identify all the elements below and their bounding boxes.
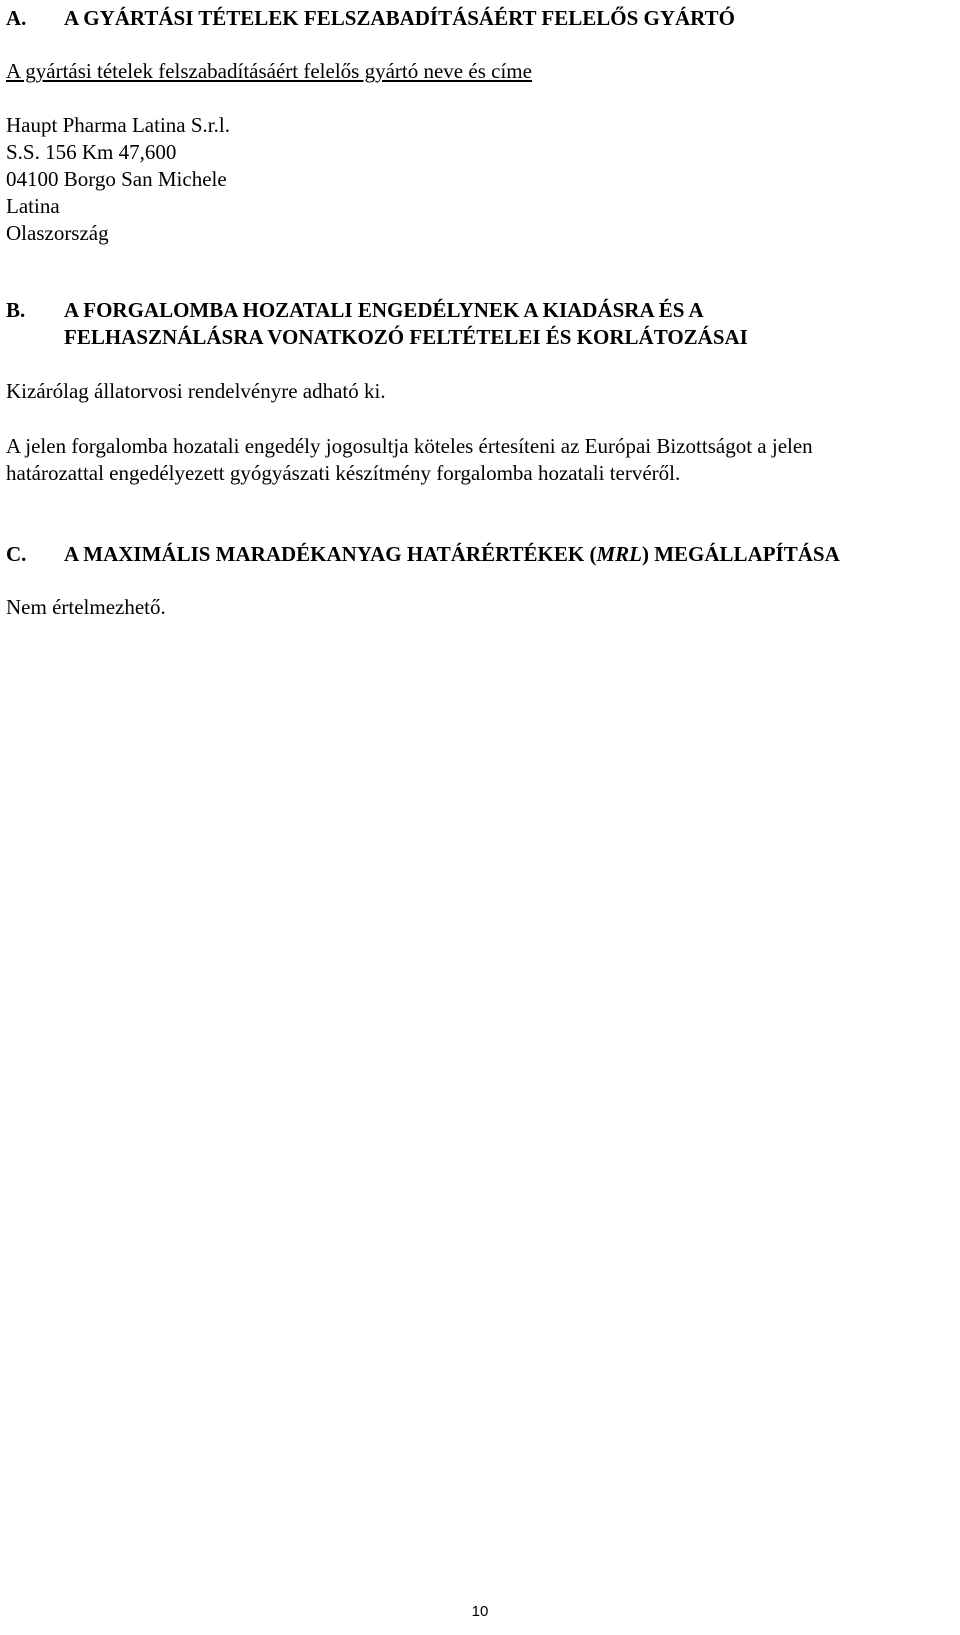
commission-paragraph-line: A jelen forgalomba hozatali engedély jogosultja köteles értesíteni az Európai Bizottságot a jelen <box>6 434 813 458</box>
address-line: Haupt Pharma Latina S.r.l. <box>6 113 230 137</box>
section-c-title-prefix: A MAXIMÁLIS MARADÉKANYAG HATÁRÉRTÉKEK ( <box>64 542 597 566</box>
prescription-paragraph: Kizárólag állatorvosi rendelvényre adható ki. <box>6 379 386 403</box>
section-b-title-line1: A FORGALOMBA HOZATALI ENGEDÉLYNEK A KIADÁSRA ÉS A <box>64 298 704 322</box>
address-line: 04100 Borgo San Michele <box>6 167 227 191</box>
page-number: 10 <box>471 1603 489 1620</box>
section-a-title: A GYÁRTÁSI TÉTELEK FELSZABADÍTÁSÁÉRT FELELŐS GYÁRTÓ <box>64 6 735 30</box>
mrl-abbreviation: MRL <box>596 542 642 566</box>
section-c-letter: C. <box>6 542 27 566</box>
section-b-title-line2: FELHASZNÁLÁSRA VONATKOZÓ FELTÉTELEI ÉS KORLÁTOZÁSAI <box>64 325 748 349</box>
section-b-heading <box>6 296 926 352</box>
section-c-title-suffix: ) MEGÁLLAPÍTÁSA <box>641 542 840 566</box>
section-a-letter: A. <box>6 6 27 30</box>
address-line: Latina <box>6 194 60 218</box>
mrl-paragraph: Nem értelmezhető. <box>6 595 166 619</box>
section-c-heading <box>6 540 946 568</box>
address-line: Olaszország <box>6 221 109 245</box>
section-b-letter: B. <box>6 298 26 322</box>
commission-paragraph-line: határozattal engedélyezett gyógyászati készítmény forgalomba hozatali tervéről. <box>6 461 681 485</box>
section-c-title <box>64 540 840 568</box>
manufacturer-subheading: A gyártási tételek felszabadításáért felelős gyártó neve és címe <box>6 59 532 83</box>
section-a-heading <box>6 4 926 32</box>
address-line: S.S. 156 Km 47,600 <box>6 140 177 164</box>
